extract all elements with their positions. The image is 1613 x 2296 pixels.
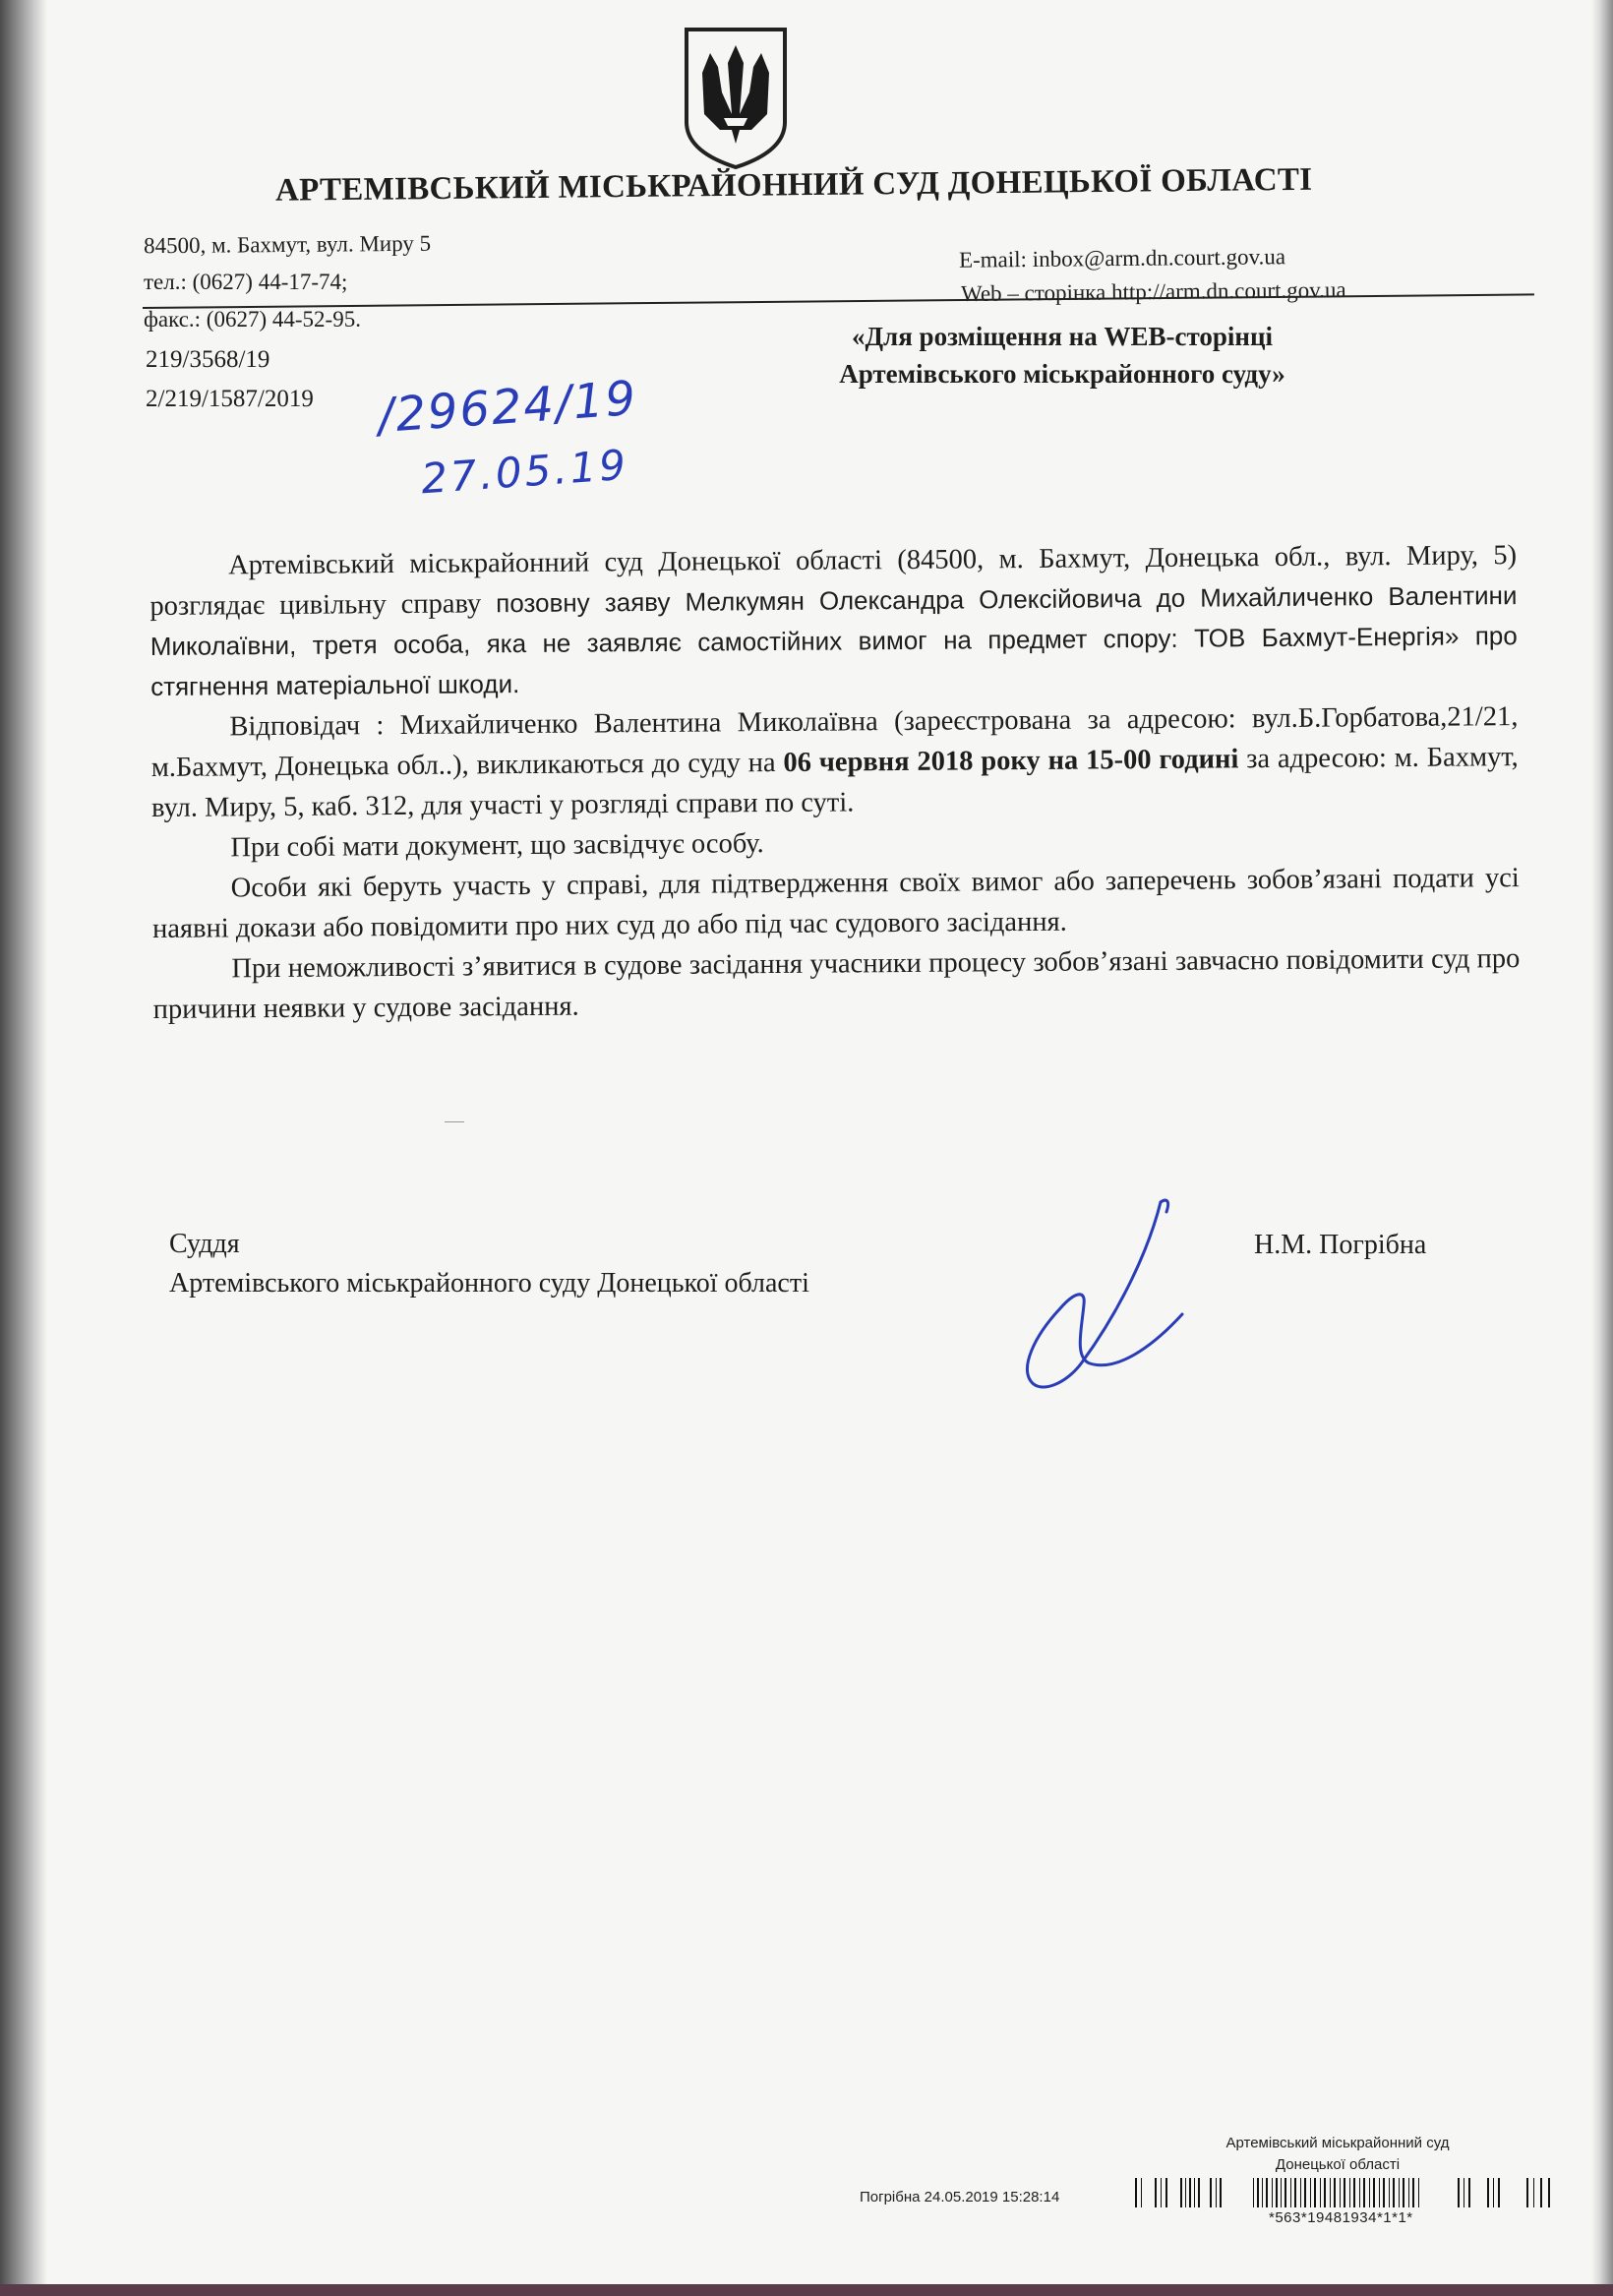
handwritten-signature bbox=[1013, 1190, 1210, 1397]
stray-mark bbox=[445, 1121, 464, 1122]
court-address: 84500, м. Бахмут, вул. Миру 5 bbox=[143, 230, 432, 259]
paragraph-summons-start: Відповідач : Михайличенко Валентина Миколаївна (зареєстрована за адресою: вул.Б.Горбатова,21/21, м.Бахмут, Донецька обл..), викликаються до суду на bbox=[150, 701, 1519, 783]
handwritten-registration-date: 27.05.19 bbox=[419, 440, 630, 504]
paragraph-evidence: Особи які беруть участь у справі, для підтвердження своїх вимог або заперечень зобов’язані подати усі наявні докази або повідомити про них суд до або під час судового засідання. bbox=[151, 863, 1520, 944]
court-website: Web – сторінка http://arm.dn.court.gov.ua bbox=[960, 276, 1346, 307]
judge-role: Суддя bbox=[169, 1229, 240, 1259]
proceeding-number: 2/219/1587/2019 bbox=[146, 386, 314, 412]
stamp-court-line-1: Артемівський міськрайонний суд bbox=[1225, 2135, 1450, 2151]
barcode-icon bbox=[1133, 2178, 1585, 2207]
paragraph-absence: При неможливості з’явитися в судове засідання учасники процесу зобов’язані завчасно повідомити суд про причини неявки у судове засідання. bbox=[152, 943, 1521, 1025]
web-note-line-1: «Для розміщення на WEB-сторінці bbox=[851, 322, 1274, 351]
barcode-text: *563*19481934*1*1* bbox=[1269, 2209, 1413, 2226]
paragraph-case-serif: Артемівський міськрайонний суд Донецької області (84500, м. Бахмут, Донецька обл., вул. Миру, 5) розглядає цивільну справу bbox=[149, 540, 1518, 622]
paragraph-summons-end: за адресою: м. Бахмут, вул. Миру, 5, каб. 312, для участі у розгляді справи по суті. bbox=[150, 742, 1519, 823]
stamp-user-datetime: Погрібна 24.05.2019 15:28:14 bbox=[860, 2189, 1060, 2205]
case-number: 219/3568/19 bbox=[146, 346, 270, 373]
judge-name: Н.М. Погрібна bbox=[1254, 1230, 1427, 1260]
judge-signature-block bbox=[169, 1225, 809, 1303]
scan-shadow-left bbox=[0, 0, 47, 2296]
web-placement-note bbox=[688, 318, 1436, 393]
scan-shadow-right bbox=[1591, 0, 1613, 2296]
scan-bottom-edge bbox=[0, 2284, 1613, 2296]
court-email: E-mail: inbox@arm.dn.court.gov.ua bbox=[958, 244, 1286, 272]
coat-of-arms-icon bbox=[679, 24, 793, 171]
judge-court: Артемівського міськрайонного суду Донецької області bbox=[169, 1268, 809, 1299]
paragraph-summons bbox=[150, 696, 1519, 828]
stamp-court-line-2: Донецької області bbox=[1275, 2156, 1401, 2173]
paragraph-case-sans: позовну заяву Мелкумян Олександра Олексійовича до Михайличенко Валентини Миколаївни, третя особа, яка не заявляє самостійних вимог на предмет спору: ТОВ Бахмут-Енергія» про стягнення матеріальної шкоди. bbox=[149, 580, 1518, 701]
stamp-court-name bbox=[1190, 2133, 1485, 2176]
handwritten-registration-number: /29624/19 bbox=[376, 370, 639, 445]
court-phone: тел.: (0627) 44-17-74; bbox=[144, 270, 348, 294]
web-note-line-2: Артемівського міськрайонного суду» bbox=[839, 359, 1285, 389]
notice-body bbox=[149, 535, 1521, 1030]
court-fax: факс.: (0627) 44-52-95. bbox=[144, 307, 361, 332]
paragraph-id-document: При собі мати документ, що засвідчує особу. bbox=[230, 828, 764, 864]
court-title: АРТЕМІВСЬКИЙ МІСЬКРАЙОННИЙ СУД ДОНЕЦЬКОЇ ОБЛАСТІ bbox=[274, 161, 1313, 209]
paragraph-case bbox=[149, 535, 1518, 707]
hearing-datetime: 06 червня 2018 року на 15-00 годині bbox=[783, 744, 1239, 778]
